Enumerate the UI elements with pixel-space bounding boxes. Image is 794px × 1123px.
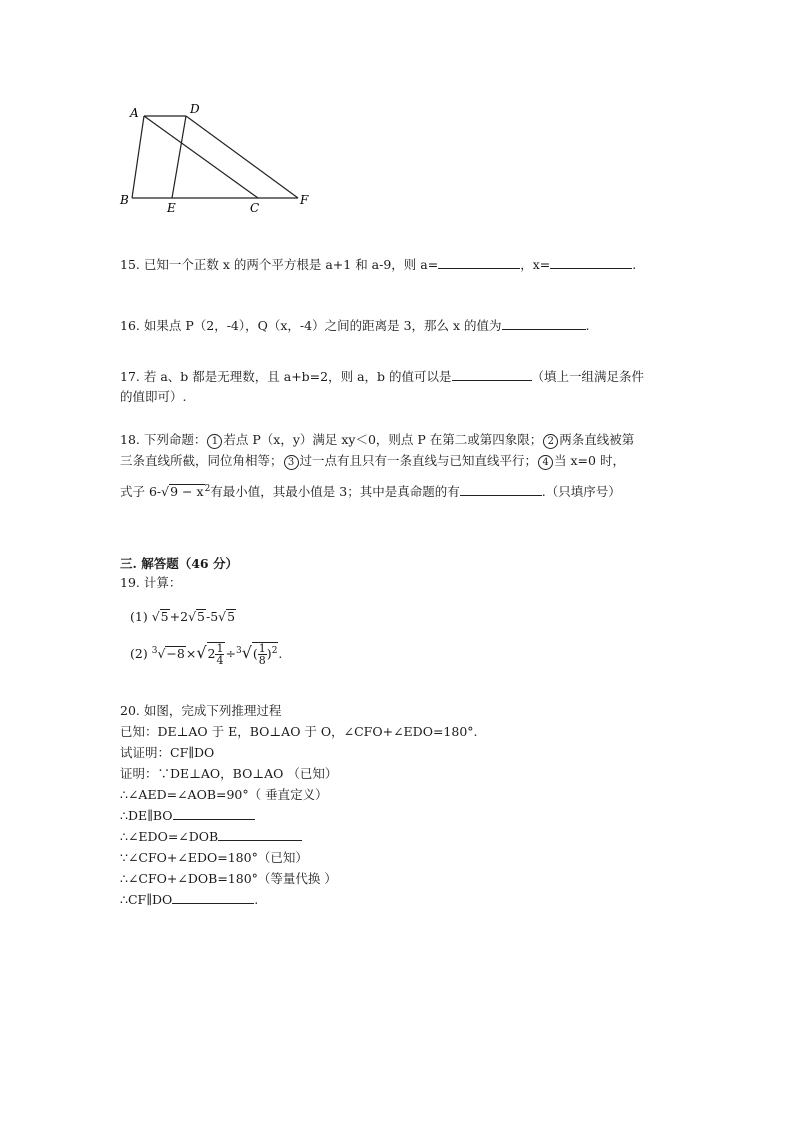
question-18-line3 <box>120 481 621 500</box>
operator: × <box>185 646 197 661</box>
sqrt-sign: √ <box>218 609 227 624</box>
question-18-line1 <box>120 431 634 449</box>
question-15 <box>120 256 636 273</box>
numerator: 1 <box>216 642 224 655</box>
fraction <box>215 643 224 666</box>
exponent: 2 <box>271 645 278 656</box>
question-19 <box>120 574 181 591</box>
radicand: 5 <box>227 609 236 624</box>
question-16 <box>120 317 590 334</box>
answer-blank[interactable] <box>438 256 520 269</box>
question-text: 如果点 P（2，-4），Q（x，-4）之间的距离是 3，那么 x 的值为 <box>143 318 502 333</box>
operator: ÷ <box>225 646 236 661</box>
question-17 <box>120 368 644 385</box>
question-end: . <box>278 646 283 661</box>
radicand <box>207 642 226 666</box>
operator: +2 <box>169 609 189 624</box>
denominator: 8 <box>258 654 266 667</box>
sqrt-sign: √ <box>241 643 252 662</box>
fraction <box>258 643 267 666</box>
question-text: 两条直线被第 <box>559 432 635 447</box>
question-text: 三条直线所截，同位角相等； <box>120 453 283 468</box>
question-number: 20. <box>120 703 140 718</box>
label-c: C <box>250 201 260 215</box>
circled-number-3: 3 <box>284 455 299 470</box>
question-text: 如图，完成下列推理过程 <box>143 703 282 718</box>
sqrt-sign: √ <box>188 609 197 624</box>
answer-blank[interactable] <box>502 317 586 330</box>
root-index: 3 <box>235 645 242 656</box>
question-text: 已知一个正数 x 的两个平方根是 a+1 和 a-9，则 a= <box>143 257 439 272</box>
radicand: 5 <box>197 609 205 624</box>
section-heading: 三. 解答题（46 分） <box>120 556 238 571</box>
question-number: 17. <box>120 369 140 384</box>
geometry-figure <box>110 98 330 218</box>
root-index: 3 <box>151 645 158 656</box>
proof-text: ∴CF∥DO <box>120 892 173 907</box>
question-text: 若点 P（x，y）满足 xy＜0，则点 P 在第二或第四象限； <box>223 432 543 447</box>
segment-ac <box>144 116 258 198</box>
proof-line-4: ∴∠AED=∠AOB=90°（ 垂直定义） <box>120 787 328 802</box>
label-b: B <box>120 193 129 207</box>
question-text: 计算： <box>143 575 182 590</box>
answer-blank[interactable] <box>452 368 532 381</box>
question-text: 有最小值，其最小值是 3；其中是真命题的有 <box>210 484 460 500</box>
label-e: E <box>167 201 176 215</box>
sqrt-sign: √ <box>196 643 207 662</box>
answer-blank[interactable] <box>218 828 302 841</box>
label-a: A <box>130 106 139 120</box>
proof-line-7: ∵∠CFO+∠EDO=180°（已知） <box>120 850 308 865</box>
radicand: ( $\frac{1}{8}$ )$^2$ <box>252 642 278 667</box>
answer-blank[interactable] <box>460 483 542 496</box>
circled-number-4: 4 <box>538 455 553 470</box>
segment-df <box>186 116 298 198</box>
proof-line-9 <box>120 891 258 908</box>
radicand: 9 − x <box>170 484 204 500</box>
question-number: 15. <box>120 257 140 272</box>
proof-line-3: 证明：∵DE⊥AO，BO⊥AO （已知） <box>120 766 338 781</box>
answer-blank[interactable] <box>550 256 632 269</box>
question-19-part1 <box>130 608 236 625</box>
radicand: 5 <box>160 609 169 624</box>
segment-de <box>172 116 186 198</box>
question-text: 式子 6- <box>120 484 162 500</box>
proof-text: ∴∠EDO=∠DOB <box>120 829 219 844</box>
operator: -5 <box>205 609 219 624</box>
sqrt-sign: √ <box>161 484 170 500</box>
proof-line-prove: 试证明：CF∥DO <box>120 745 215 760</box>
question-text: 当 x=0 时， <box>554 453 625 468</box>
radicand: −8 <box>166 646 185 661</box>
question-end: . <box>632 257 637 272</box>
sqrt-sign: √ <box>157 646 166 661</box>
question-20 <box>120 702 281 719</box>
denominator: 4 <box>216 654 224 667</box>
answer-blank[interactable] <box>172 891 254 904</box>
question-17-line2: 的值即可）. <box>120 389 187 404</box>
label-f: F <box>300 193 309 207</box>
proof-end: . <box>254 892 259 907</box>
label-d: D <box>190 102 200 116</box>
answer-blank[interactable] <box>173 807 255 820</box>
circled-number-1: 1 <box>207 434 222 449</box>
question-end: .（只填序号） <box>541 484 621 500</box>
sqrt-sign: √ <box>151 609 160 624</box>
question-text: 若 a、b 都是无理数，且 a+b=2，则 a，b 的值可以是 <box>143 369 452 384</box>
proof-line-given: 已知：DE⊥AO 于 E，BO⊥AO 于 O，∠CFO+∠EDO=180°. <box>120 724 478 739</box>
question-number: 19. <box>120 575 140 590</box>
question-text-mid: ，x= <box>520 257 551 272</box>
question-19-part2 <box>130 642 282 666</box>
question-text: 过一点有且只有一条直线与已知直线平行； <box>299 453 538 468</box>
question-tail: （填上一组满足条件 <box>531 369 645 384</box>
exponent: 2 <box>204 484 211 494</box>
proof-line-6 <box>120 828 302 845</box>
question-end: . <box>585 318 590 333</box>
question-number: 18. <box>120 432 140 447</box>
proof-line-5 <box>120 807 255 824</box>
part-label: (2) <box>130 646 148 661</box>
segment-ab <box>132 116 144 198</box>
proof-text: ∴DE∥BO <box>120 808 173 823</box>
numerator: 1 <box>258 642 266 655</box>
question-18-line2 <box>120 452 625 470</box>
circled-number-2: 2 <box>543 434 558 449</box>
question-text: 下列命题： <box>143 432 207 447</box>
question-number: 16. <box>120 318 140 333</box>
proof-line-8: ∴∠CFO+∠DOB=180°（等量代换 ） <box>120 871 337 886</box>
whole-number: 2 <box>207 646 216 661</box>
part-label: (1) <box>130 609 148 624</box>
